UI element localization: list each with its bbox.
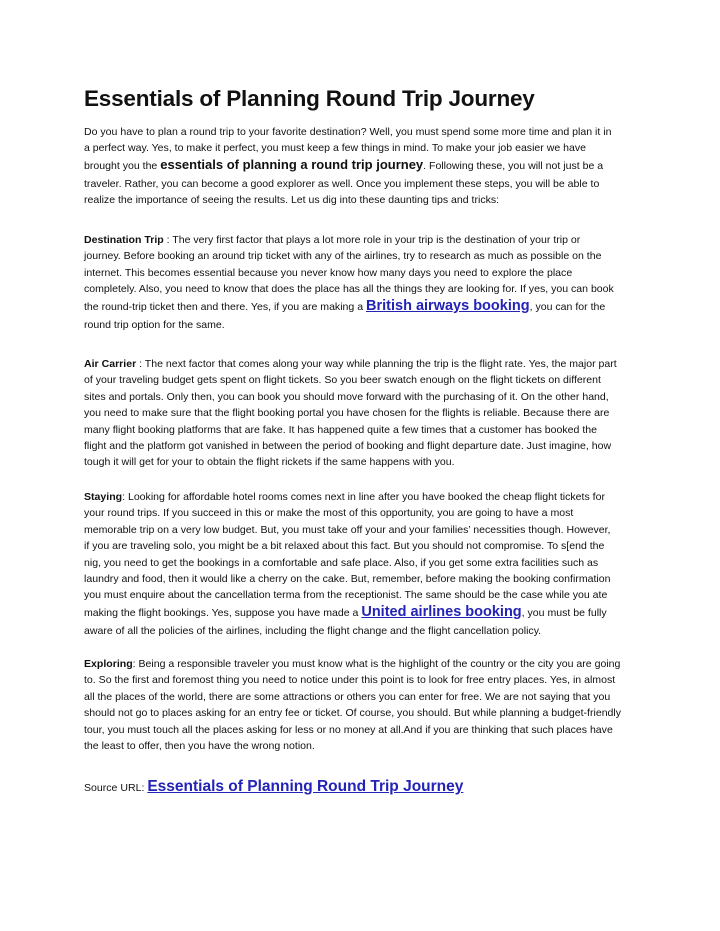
air-carrier-heading: Air Carrier [84, 358, 137, 370]
intro-paragraph [84, 124, 636, 209]
air-carrier-text: : The next factor that comes along your way while planning the trip is the flight rate. Yes, the major part [136, 358, 617, 370]
air-carrier-line-1 [84, 356, 636, 372]
air-carrier-paragraph [84, 356, 636, 471]
air-carrier-line-7: tough it will get for your to obtain the flight rickets if the same happens with you. [84, 456, 455, 469]
staying-line-1 [84, 489, 636, 505]
staying-text: making the flight bookings. Yes, suppose you have made a [84, 606, 362, 619]
destination-line-2: journey. Before booking an around trip ticket with any of the airlines, try to research as much as possible on the [84, 250, 602, 263]
intro-line-4: traveler. Rather, you can become a good explorer as well. Once you implement these steps, you will be able to [84, 177, 600, 190]
united-airlines-booking-link[interactable]: United airlines booking [361, 603, 522, 620]
destination-heading: Destination Trip [84, 234, 164, 246]
destination-text: the round-trip ticket then and there. Yes, if you are making a [84, 300, 367, 313]
air-carrier-line-4: you need to make sure that the flight booking portal you have chosen for the flights is reliable. Because there are [84, 407, 610, 420]
exploring-line-6: the least to offer, then you have the wrong notion. [84, 739, 315, 752]
staying-text: : Looking for affordable hotel rooms comes next in line after you have booked the cheap flight tickets for [122, 491, 605, 503]
staying-line-6: laundry and food, then it would like a cherry on the cake. But, remember, before making the booking confirmation [84, 572, 611, 585]
staying-line-8 [84, 604, 636, 623]
exploring-line-1 [84, 656, 636, 672]
destination-line-1 [84, 232, 636, 248]
source-url-link[interactable]: Essentials of Planning Round Trip Journey [147, 778, 464, 795]
intro-text: brought you the [84, 159, 161, 172]
intro-line-5: realize the importance of seeing the results. Let us dig into these daunting tips and tricks: [84, 194, 500, 207]
staying-line-3: memorable trip on a very low budget. But, you must take off your and your families’ necessities though. However, [84, 523, 611, 536]
air-carrier-line-6: flight and the platform got vanished in between the period of booking and flight departure date. Just imagine, how [84, 439, 612, 452]
exploring-line-4: should not go to places asking for an entry fee or ticket. Of course, you should. But while planning a budget-friendly [84, 707, 622, 720]
exploring-text: : Being a responsible traveler you must know what is the highlight of the country or the city you are going [132, 658, 621, 670]
page-title: Essentials of Planning Round Trip Journey [84, 86, 535, 111]
source-label: Source URL: [84, 782, 148, 794]
intro-bold-phrase: essentials of planning a round trip journey [160, 156, 424, 172]
destination-line-3: internet. This becomes essential because you never know how many days you need to explore the place [84, 266, 573, 279]
destination-line-5 [84, 298, 636, 317]
intro-line-2: a perfect way. Yes, to make it perfect, you must keep a few things in mind. To make your job easier we have [84, 142, 587, 155]
british-airways-booking-link[interactable]: British airways booking [366, 297, 530, 314]
exploring-paragraph [84, 656, 636, 754]
air-carrier-line-2: of your traveling budget gets spent on flight tickets. So you beer swatch enough on the flight tickets on different [84, 374, 601, 387]
staying-heading: Staying [84, 491, 123, 503]
staying-line-9: aware of all the policies of the airlines, including the flight change and the flight cancellation policy. [84, 624, 542, 637]
exploring-line-2: to. So the first and foremost thing you need to notice under this point is to look for free entry places. Yes, in almost [84, 674, 616, 687]
destination-line-4: completely. Also, you need to know that does the place has all the things they are looking for. If yes, you can book [84, 283, 614, 296]
destination-line-6: round trip option for the same. [84, 318, 225, 331]
source-line [84, 778, 463, 796]
intro-text: . Following these, you will not just be a [423, 159, 604, 172]
exploring-line-5: tour, you must touch all the places asking for less or no money at all.And if you are thinking that such places have [84, 723, 613, 736]
intro-line-3 [84, 157, 636, 176]
destination-paragraph [84, 232, 636, 333]
air-carrier-line-3: sites and portals. Only then, you can book you should move forward with the purchasing of it. On the other hand, [84, 390, 609, 403]
staying-line-5: nig, you need to get the bookings in a comfortable and safe place. Also, if you get some extra facilities such as [84, 556, 599, 569]
staying-line-4: if you are traveling solo, you might be a bit relaxed about this fact. But you should not compromise. To s[end the [84, 540, 605, 553]
staying-text: , you must be fully [521, 606, 607, 619]
destination-text: , you can for the [529, 300, 606, 313]
staying-line-7: you must enquire about the cancellation terma from the receptionist. The same should be the case while you ate [84, 589, 608, 602]
staying-paragraph [84, 489, 636, 639]
destination-text: : The very first factor that plays a lot more role in your trip is the destination of your trip or [163, 234, 581, 246]
exploring-line-3: all the places of the world, there are some attractions or others you can enter for free. We are not saying that you [84, 690, 611, 703]
staying-line-2: your round trips. If you succeed in this or make the most of this opportunity, you are going to have a most [84, 507, 574, 520]
exploring-heading: Exploring [84, 658, 133, 670]
intro-line-1: Do you have to plan a round trip to your favorite destination? Well, you must spend some more time and plan it in [84, 126, 612, 138]
air-carrier-line-5: many flight booking platforms that are fake. It has happened quite a few times that a customer has booked the [84, 423, 597, 436]
